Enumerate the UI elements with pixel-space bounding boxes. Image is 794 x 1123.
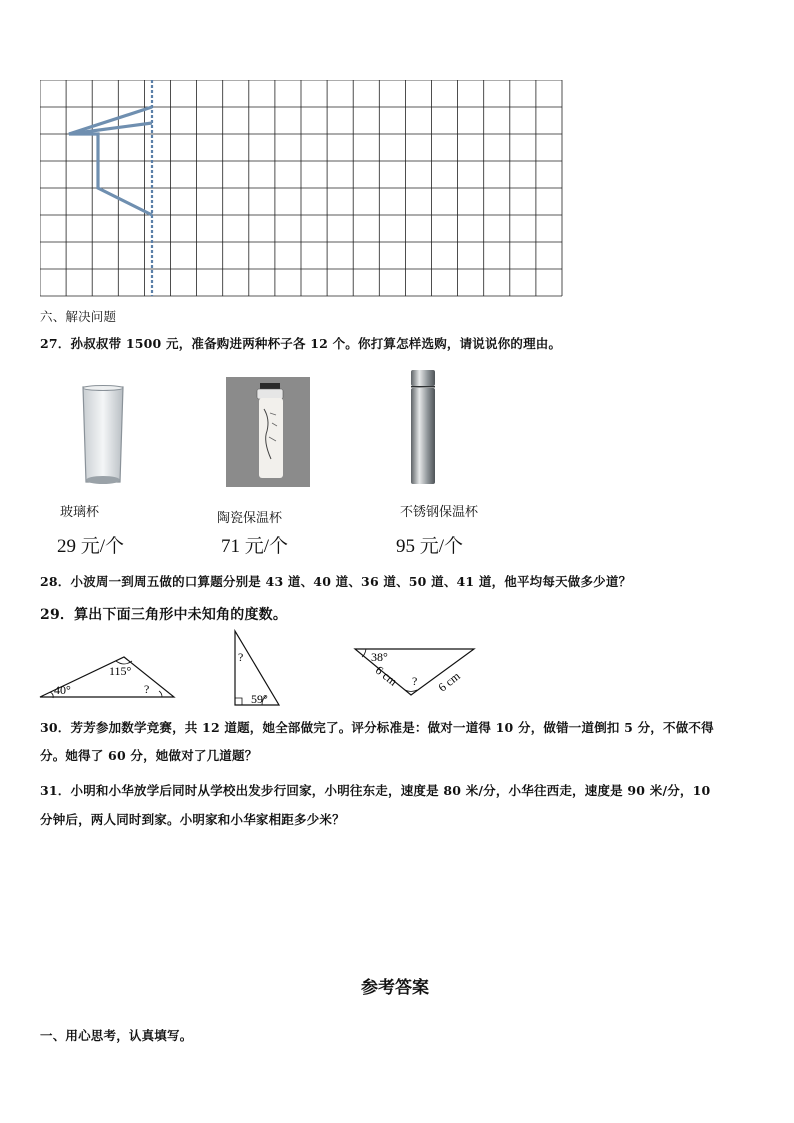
tri3-side-right: 6 cm xyxy=(435,668,463,695)
steel-cup-icon xyxy=(408,370,438,486)
question-28: 28．小波周一到周五做的口算题分别是 43 道、40 道、36 道、50 道、41 道，他平均每天做多少道？ xyxy=(40,574,632,589)
triangle-1 xyxy=(40,657,174,698)
question-27: 27．孙叔叔带 1500 元，准备购进两种杯子各 12 个。你打算怎样选购，请说说你的理由。 xyxy=(40,336,562,351)
tri2-bottom-angle: 59° xyxy=(251,692,268,706)
grid-figure xyxy=(40,80,566,304)
product-name-glass: 玻璃杯 xyxy=(60,505,100,520)
ceramic-cup-icon xyxy=(226,377,310,487)
product-price-glass: 29 元/个 xyxy=(57,536,125,557)
question-30-line1: 30．芳芳参加数学竞赛，共 12 道题，她全部做完了。评分标准是：做对一道得 10 分，做错一道倒扣 5 分，不做不得 xyxy=(40,720,714,735)
product-price-ceramic: 71 元/个 xyxy=(221,536,289,557)
question-29: 29．算出下面三角形中未知角的度数。 xyxy=(40,607,288,623)
triangle-2 xyxy=(235,631,279,706)
tri3-side-left: 6 cm xyxy=(372,663,401,689)
question-31-line1: 31．小明和小华放学后同时从学校出发步行回家，小明往东走，速度是 80 米/分，小华往西走，速度是 90 米/分，10 xyxy=(40,783,711,798)
glass-cup-icon xyxy=(80,385,126,488)
triangle-3 xyxy=(355,649,474,695)
tri3-bottom-angle: ? xyxy=(412,674,418,688)
triangle-figures xyxy=(36,628,486,714)
tri1-right-angle: ? xyxy=(144,682,150,696)
product-name-ceramic: 陶瓷保温杯 xyxy=(217,511,283,526)
tri1-top-angle: 115° xyxy=(109,664,132,678)
answers-title: 参考答案 xyxy=(361,978,429,998)
tri1-left-angle: 40° xyxy=(54,683,71,697)
product-name-steel: 不锈钢保温杯 xyxy=(400,505,479,520)
grid-svg xyxy=(40,80,566,300)
section-heading-6: 六、解决问题 xyxy=(40,309,117,324)
question-31-line2: 分钟后，两人同时到家。小明家和小华家相距多少米？ xyxy=(40,812,345,827)
question-30-line2: 分。她得了 60 分，她做对了几道题？ xyxy=(40,748,258,763)
product-price-steel: 95 元/个 xyxy=(396,536,464,557)
answers-section-1: 一、用心思考，认真填写。 xyxy=(40,1028,193,1043)
grid-lines xyxy=(40,80,562,296)
tri2-top-angle: ? xyxy=(238,650,244,664)
tri3-left-angle: 38° xyxy=(371,650,388,664)
